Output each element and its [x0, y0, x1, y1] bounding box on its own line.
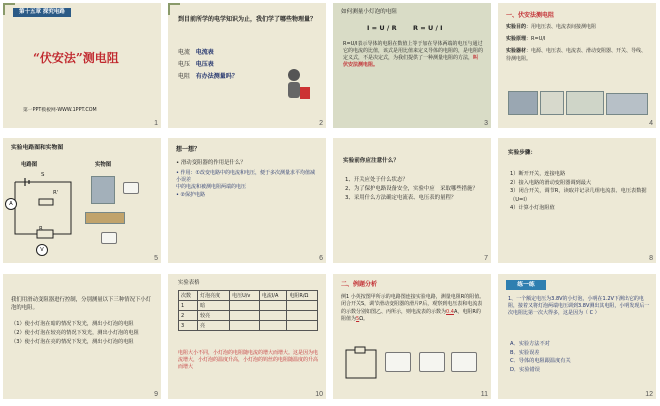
voltmeter-dial: [385, 352, 411, 372]
page-number: 9: [154, 391, 158, 398]
slide-heading: 实验表格: [178, 280, 200, 286]
slide-heading: 想一想？: [176, 146, 201, 153]
quantity-row: 电阻 有办法测量吗？: [178, 73, 238, 80]
circuit-diagram-label: 电路图: [21, 162, 38, 168]
slide-thumbnail-5[interactable]: [3, 138, 161, 263]
info-row: 实验目的：用电压表、电流表间接测电阻: [506, 24, 597, 30]
slide-thumbnail-11[interactable]: [333, 274, 491, 399]
ammeter-dial: [419, 352, 445, 372]
option-b: B．实验误差: [510, 349, 540, 356]
slide-thumbnail-9[interactable]: [3, 274, 161, 399]
page-number: 2: [319, 120, 323, 127]
page-number: 3: [484, 120, 488, 127]
equipment-photo: [606, 93, 648, 115]
explanation-text: R=U/I表示导体的电阻在数值上等于加在导体两端的电压与通过它的电流的比值，该式是用比值来定义导体的电阻的，是电阻的定义式，不是决定式，为我们提供了一种测量电阻的方法，叫伏安法测电阻。: [343, 41, 484, 68]
answer-text: • 作用：①改变电路中的电流和电压，便于多次测量求平均值减小误差 中的电流和被测电阻两端的电压: [176, 170, 316, 190]
step-item: 1）断开开关，连接电路: [510, 171, 566, 177]
resistor-label: R: [39, 226, 43, 232]
rheostat-photo: [85, 212, 125, 224]
answer-options: [510, 340, 571, 374]
slide-heading: 实验步骤：: [508, 150, 536, 156]
slide-title: “伏安法”测电阻: [33, 51, 119, 65]
slide-thumbnail-2[interactable]: [168, 3, 326, 128]
ammeter-symbol: A: [5, 198, 17, 210]
data-table: [178, 290, 318, 331]
option-c: C．导体的电阻跟温度有关: [510, 358, 571, 364]
practice-question: 1、一个额定电压为3.8V的小灯泡，小明在1.2V下测出它的电阻，接着又将灯泡两端电压调到3.8V测出其电阻，小明发现后一次电阻比第一次大得多，这是因为（ C ）: [508, 296, 650, 316]
slide-heading: 实验前你应注意什么？: [343, 158, 399, 164]
equipment-photo: [540, 91, 564, 115]
checklist-item: 2、为了保护电路设备安全，实验中应 采取哪些措施？: [345, 186, 478, 192]
table-row: 3 亮: [179, 321, 318, 331]
footer-text: 第一PPT模板网-WWW.1PPT.COM: [23, 108, 97, 113]
rheostat-label: R': [53, 190, 59, 196]
experiment-info: [506, 23, 650, 63]
column-header: 电压U/v: [230, 291, 260, 301]
info-row: 实验器材：电源、电压表、电流表、滑动变阻器、开关、导线、待测电阻。: [506, 48, 647, 62]
table-header-row: [179, 291, 318, 301]
meter-dial: [451, 352, 477, 372]
question-text: 到目前所学的电学知识为止，我们学了哪些物理量？: [178, 16, 317, 23]
step-item: 3）闭合开关，调节R，读取并记录几组电流表、电压表数据（U=I）: [510, 188, 647, 203]
table-row: 1 暗: [179, 301, 318, 311]
answer-text: • ②保护电路: [176, 192, 206, 198]
section-heading: 二、例题分析: [341, 281, 378, 288]
section-heading: 一、伏安法测电阻: [506, 12, 555, 19]
page-number: 7: [484, 255, 488, 262]
battery-photo: [91, 176, 115, 204]
column-header: 次数: [179, 291, 198, 301]
quantity-row: 电流 电流表: [178, 49, 214, 56]
column-header: 电阻R/Ω: [287, 291, 318, 301]
option-a: A．实验方法不对: [510, 341, 550, 347]
physical-diagram-label: 实物图: [95, 162, 112, 168]
option-d: D．实验错误: [510, 366, 540, 373]
page-number: 8: [649, 255, 653, 262]
intro-text: 我们用滑动变阻器进行控制，分别测量以下三种情况下小灯泡的电阻。: [11, 297, 152, 311]
circuit-diagram: [343, 346, 379, 382]
formula-resistance: R = U / I: [413, 24, 443, 32]
page-number: 6: [319, 255, 323, 262]
equipment-photo: [566, 91, 604, 115]
step-item: 2）接入电路的滑动变阻器调到最大: [510, 179, 592, 186]
quantity-row: 电压 电压表: [178, 61, 214, 68]
slide-heading: 如何测量小灯泡的电阻: [341, 9, 397, 15]
column-header: 灯泡亮度: [198, 291, 230, 301]
corner-decoration: [168, 3, 180, 15]
example-problem: 例1 小英按图甲所示的电路图连接实验电路，测量电阻R的阻值。闭合开关S，调节滑动变阻器的滑片P后，观察到电压表和电流表的示数分别如图乙、丙所示，则电流表的示数为0.4A，电阻R的阻值为5Ω。: [341, 294, 485, 323]
checklist: [345, 176, 483, 203]
quantity-list: [178, 47, 238, 83]
condition-item: （1）使小灯泡在暗的情况下发光，测出小灯泡的电阻: [11, 321, 134, 327]
slide-thumbnail-7[interactable]: [333, 138, 491, 263]
voltmeter-symbol: V: [36, 244, 48, 256]
page-number: 10: [315, 391, 323, 398]
column-header: 电流I/A: [259, 291, 287, 301]
slide-thumbnail-10[interactable]: [168, 274, 326, 399]
formula-ohm: I = U / R: [367, 24, 397, 32]
question-text: • 滑动变阻器的作用是什么？: [176, 160, 246, 166]
page-number: 4: [649, 120, 653, 127]
table-row: 2 较亮: [179, 311, 318, 321]
voltmeter-photo: [101, 232, 117, 244]
circuit-diagram: [11, 174, 77, 244]
page-number: 11: [480, 391, 488, 398]
steps-list: [510, 170, 650, 213]
equipment-photo: [508, 91, 538, 115]
page-number: 12: [645, 391, 653, 398]
slide-thumbnail-3[interactable]: [333, 3, 491, 128]
switch-label: S: [41, 172, 45, 178]
conclusion-note: 电阻大小不同，小灯泡的电阻随电流的增大而增大。这是因为电流增大，小灯泡的温度升高，小灯泡的钨丝的电阻随温度的升高而增大: [178, 350, 319, 370]
checklist-item: 1、开关应处于什么状态？: [345, 177, 408, 183]
condition-item: （3）使小灯泡在亮的情况下发光，测出小灯泡的电阻: [11, 339, 134, 345]
chapter-banner: 第十五章 探究电路: [13, 8, 71, 17]
checklist-item: 3、采用什么方法确定电流表、电压表的量程？: [345, 195, 457, 201]
page-number: 5: [154, 255, 158, 262]
practice-banner: 练一练: [506, 280, 546, 290]
slide-thumbnail-4[interactable]: [498, 3, 656, 128]
page-number: 1: [154, 120, 158, 127]
condition-item: （2）使小灯泡在较亮的情况下发光，测出小灯泡的电阻: [11, 330, 139, 336]
slide-thumbnail-1[interactable]: [3, 3, 161, 128]
slide-heading: 实验电路图和实物图: [11, 145, 64, 151]
info-row: 实验原理：R=U/I: [506, 36, 546, 42]
ammeter-photo: [123, 182, 139, 194]
thinking-person-icon: [280, 67, 312, 107]
slide-thumbnail-6[interactable]: [168, 138, 326, 263]
condition-list: [11, 320, 155, 347]
step-item: 4）计算小灯泡阻值: [510, 205, 555, 211]
slide-thumbnail-8[interactable]: [498, 138, 656, 263]
slide-thumbnail-12[interactable]: [498, 274, 656, 399]
